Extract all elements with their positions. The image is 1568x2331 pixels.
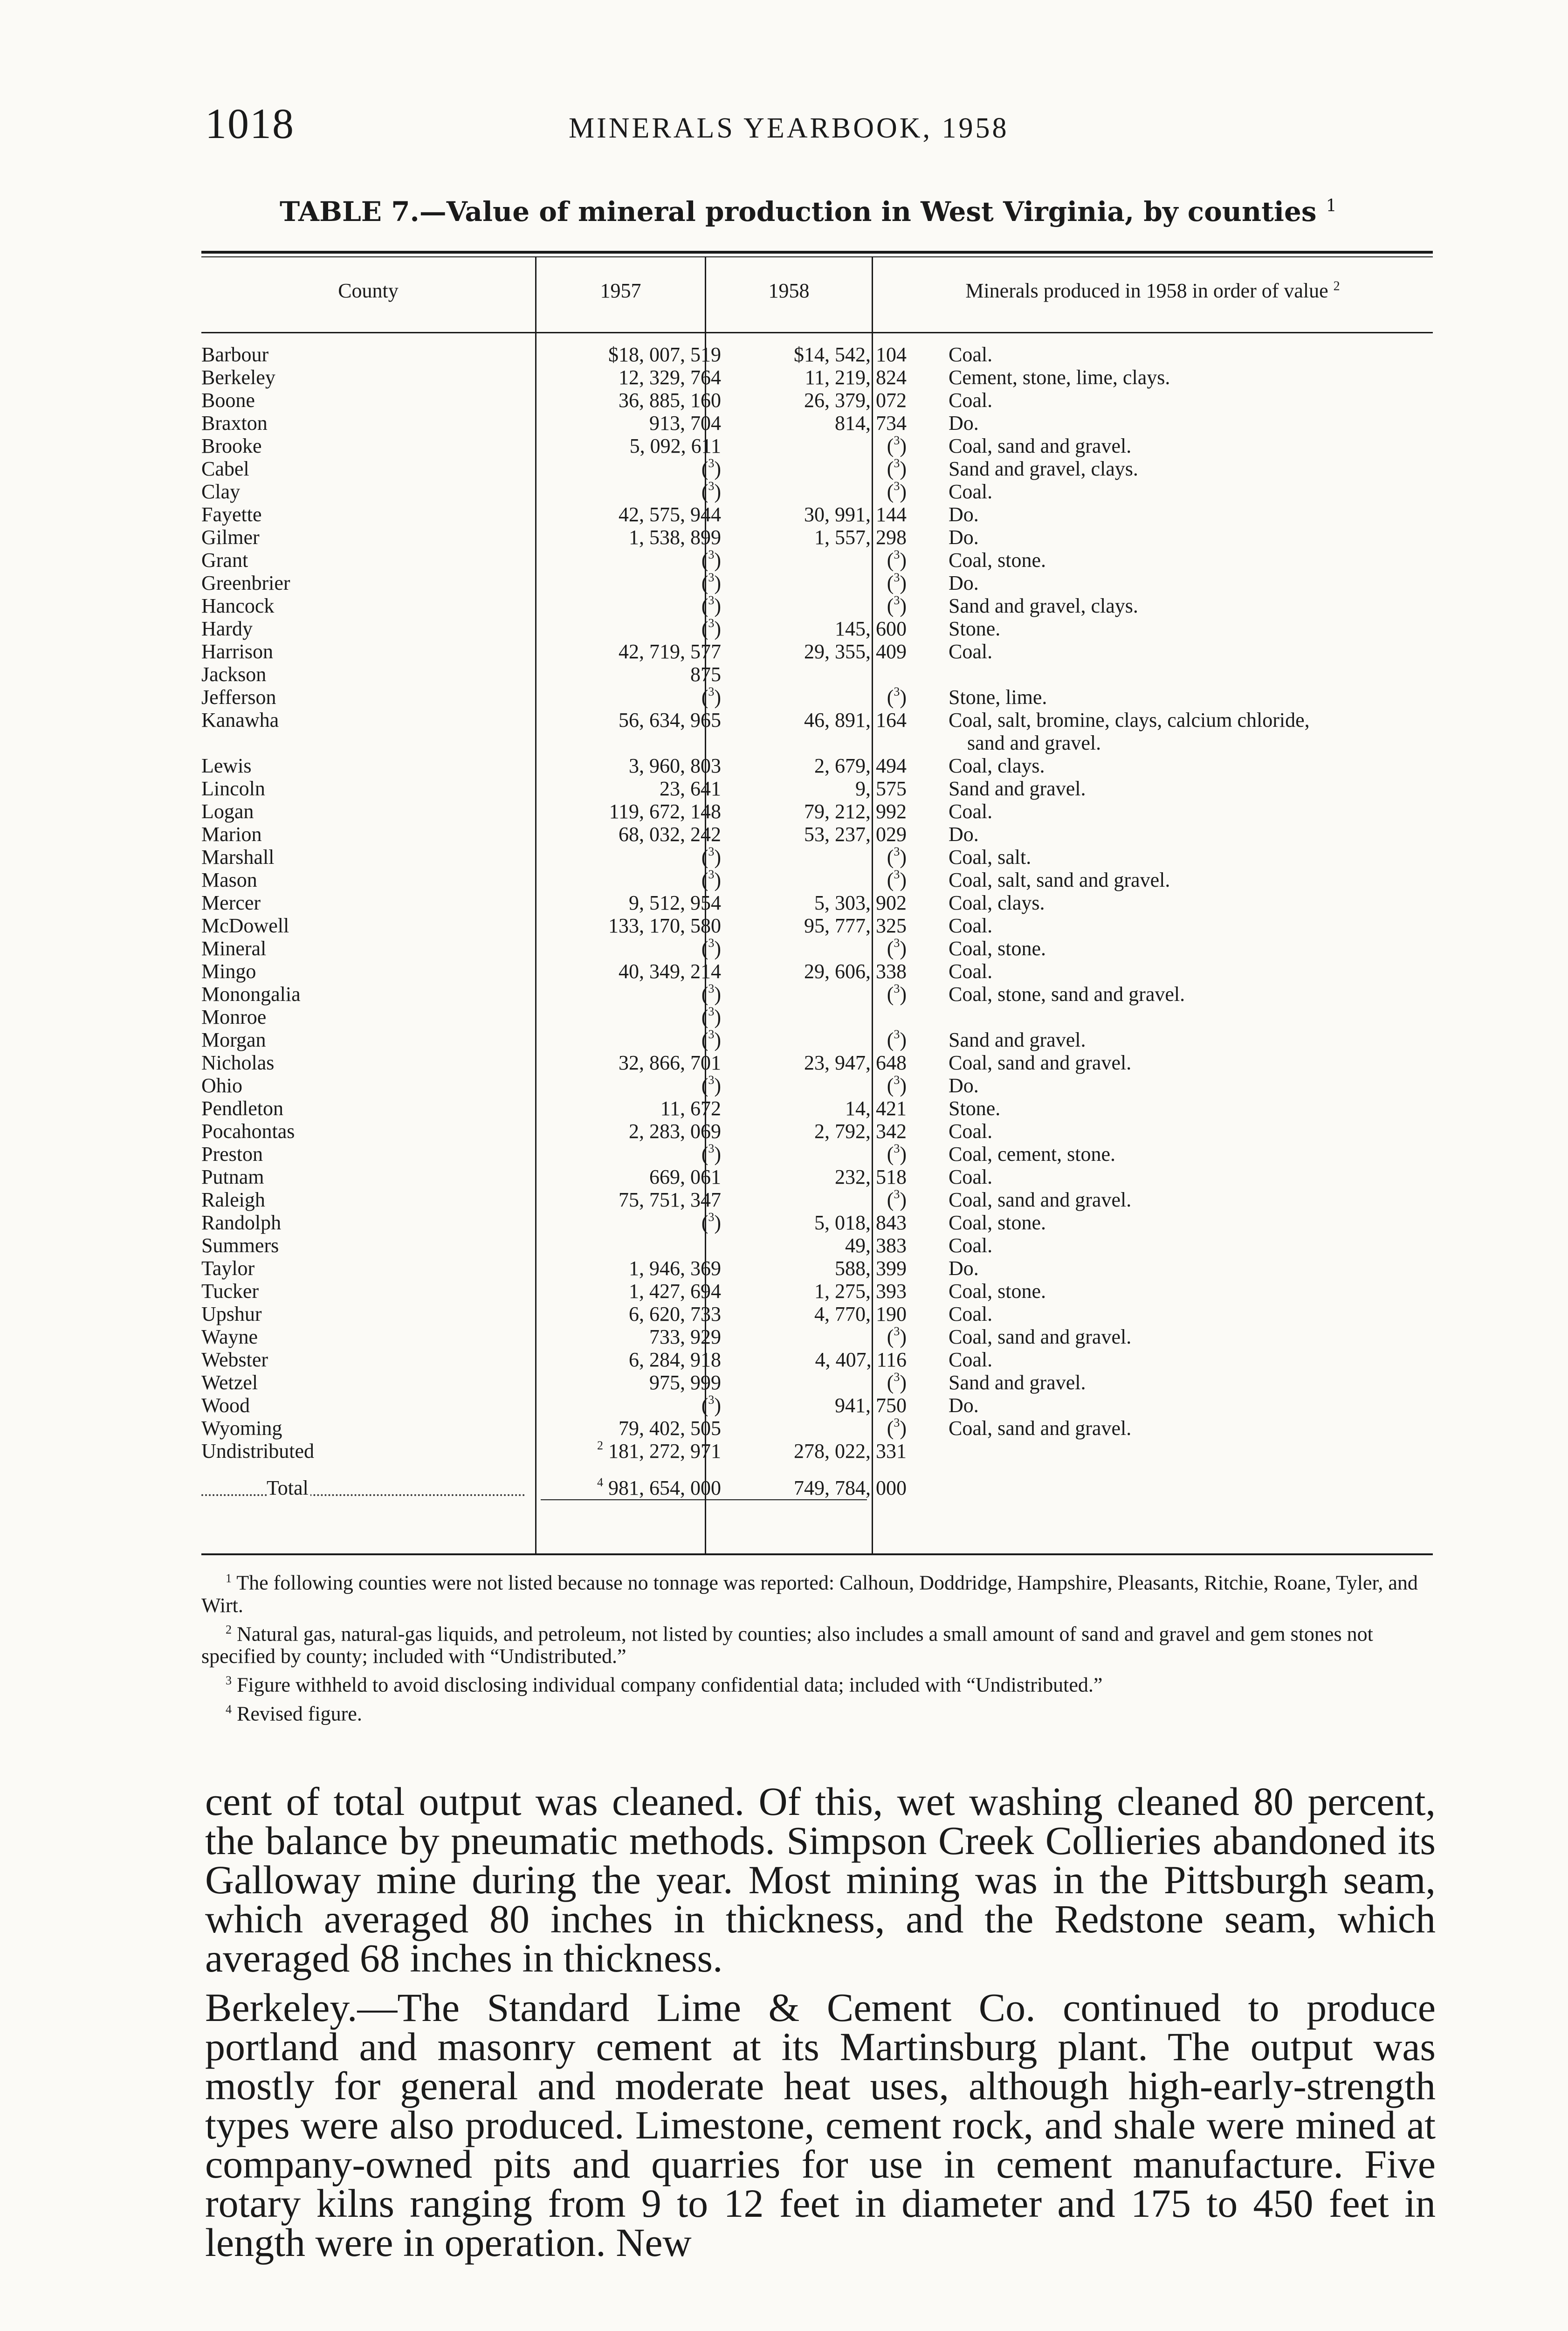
table-row — [201, 1325, 1310, 1348]
table-row — [201, 686, 1310, 709]
table-row — [201, 777, 1310, 800]
value-1958: 588, 399 — [835, 1257, 907, 1280]
value-1958: ($^3$) — [887, 982, 907, 1006]
minerals-produced: Coal, cement, stone. — [949, 1143, 1116, 1166]
minerals-produced — [925, 1006, 1310, 1028]
minerals-produced: Coal, salt, bromine, clays, calcium chloride, sand and gravel. — [949, 709, 1310, 754]
minerals-produced: Sand and gravel, clays. — [949, 457, 1138, 480]
county-name: Preston — [201, 1143, 532, 1166]
production-table — [201, 343, 1310, 1499]
county-name: Webster — [201, 1348, 532, 1371]
paragraph-berkeley: Berkeley.—The Standard Lime & Cement Co. continued to produce portland and masonry cement at its Martinsburg plant. The output was mostly for general and moderate heat uses, although high-early-strength types were also produced. Limestone, cement rock, and shale were mined at company-owned pits and quarries for use in cement manufacture. Five rotary kilns ranging from 9 to 12 feet in diameter and 175 to 450 feet in length were in operation. New — [205, 1985, 1436, 2265]
value-1957: ($^3$) — [701, 593, 721, 617]
value-1957: 1, 538, 899 — [629, 526, 721, 549]
value-1958: 2, 792, 342 — [814, 1120, 907, 1143]
minerals-produced: Do. — [949, 572, 979, 594]
minerals-produced: Stone, lime. — [949, 686, 1047, 709]
minerals-produced: Coal. — [949, 480, 993, 503]
value-1958: 2, 679, 494 — [814, 754, 907, 777]
minerals-produced: Coal. — [949, 1234, 993, 1257]
value-1958: ($^3$) — [887, 1142, 907, 1166]
minerals-produced: Coal, stone. — [949, 937, 1046, 960]
county-name: Mingo — [201, 960, 532, 983]
minerals-produced: Cement, stone, lime, clays. — [949, 366, 1170, 389]
value-1958: ($^3$) — [887, 434, 907, 457]
minerals-produced: Coal, sand and gravel. — [949, 1417, 1132, 1440]
header-1958: 1958 — [768, 279, 810, 302]
title-footnote-ref: 1 — [1326, 196, 1337, 216]
table-row — [201, 891, 1310, 914]
county-name: Berkeley — [201, 366, 532, 389]
value-1958: 145, 600 — [835, 617, 907, 640]
minerals-produced: Coal, stone, sand and gravel. — [949, 983, 1185, 1006]
county-name: Braxton — [201, 412, 532, 434]
minerals-produced: Coal. — [949, 343, 993, 366]
table-row — [201, 1280, 1310, 1303]
value-1957: 119, 672, 148 — [609, 800, 721, 823]
minerals-produced: Coal. — [949, 800, 993, 823]
minerals-produced: Coal, stone. — [949, 1280, 1046, 1303]
county-name: Morgan — [201, 1028, 532, 1051]
table-row — [201, 1097, 1310, 1120]
value-1958: 4, 770, 190 — [814, 1303, 907, 1325]
county-name: Hancock — [201, 594, 532, 617]
value-1958: 95, 777, 325 — [804, 914, 907, 937]
table-row — [201, 617, 1310, 640]
county-name: Randolph — [201, 1211, 532, 1234]
value-1958: 814, 734 — [835, 412, 907, 434]
value-1958: 5, 018, 843 — [814, 1211, 907, 1234]
value-1957: ($^3$) — [701, 1073, 721, 1097]
value-1958 — [741, 663, 925, 686]
value-1957: ($^3$) — [701, 616, 721, 640]
minerals-produced: Coal, sand and gravel. — [949, 1325, 1132, 1348]
minerals-produced: Sand and gravel. — [949, 1028, 1086, 1051]
value-1958: ($^3$) — [887, 1028, 907, 1051]
value-1957: 12, 329, 764 — [619, 366, 721, 389]
total-1957: $^4$ 981, 654, 000 — [597, 1476, 721, 1499]
table-row — [201, 663, 1310, 686]
header-minerals: Minerals produced in 1958 in order of value $^2$ — [965, 279, 1340, 302]
county-name: Pocahontas — [201, 1120, 532, 1143]
value-1957: 75, 751, 347 — [619, 1188, 721, 1211]
county-name: Lincoln — [201, 777, 532, 800]
table-row — [201, 1348, 1310, 1371]
minerals-produced: Coal. — [949, 1303, 993, 1325]
value-1958: 49, 383 — [845, 1234, 907, 1257]
table-row — [201, 480, 1310, 503]
value-1957 — [532, 1234, 741, 1257]
value-1958: 1, 275, 393 — [814, 1280, 907, 1303]
value-1958: 29, 355, 409 — [804, 640, 907, 663]
value-1958: 23, 947, 648 — [804, 1051, 907, 1074]
value-1958: 79, 212, 992 — [804, 800, 907, 823]
table-row — [201, 572, 1310, 594]
table-row — [201, 1303, 1310, 1325]
table-row — [201, 983, 1310, 1006]
value-1958: ($^3$) — [887, 685, 907, 709]
value-1957: ($^3$) — [701, 479, 721, 503]
county-name: Cabel — [201, 457, 532, 480]
page-number: 1018 — [205, 100, 295, 147]
value-1957: 11, 672 — [660, 1097, 721, 1120]
table-row — [201, 549, 1310, 572]
value-1957: 36, 885, 160 — [619, 389, 721, 412]
value-1957: ($^3$) — [701, 936, 721, 960]
minerals-produced: Sand and gravel, clays. — [949, 594, 1138, 617]
table-title: TABLE 7.—Value of mineral production in West Virginia, by counties $^1$ — [280, 196, 1337, 228]
value-1958: 9, 575 — [855, 777, 907, 800]
table-row — [201, 412, 1310, 434]
table-row — [201, 640, 1310, 663]
footnote-1: $^1$ The following counties were not listed because no tonnage was reported: Calhoun, Doddridge, Hampshire, Pleasants, Ritchie, Roane, Tyler, and Wirt. — [201, 1571, 1418, 1617]
minerals-produced: Coal, salt. — [949, 846, 1032, 869]
county-name: Tucker — [201, 1280, 532, 1303]
county-name: Mason — [201, 869, 532, 891]
value-1958: ($^3$) — [887, 548, 907, 572]
table-row — [201, 1371, 1310, 1394]
county-name: Taylor — [201, 1257, 532, 1280]
county-name: Wetzel — [201, 1371, 532, 1394]
table-row — [201, 1188, 1310, 1211]
county-name: Wyoming — [201, 1417, 532, 1440]
running-head — [205, 99, 1426, 164]
value-1958: ($^3$) — [887, 593, 907, 617]
value-1958: 30, 991, 144 — [804, 503, 907, 526]
minerals-produced: Coal. — [949, 1348, 993, 1371]
value-1957: ($^3$) — [701, 1210, 721, 1234]
header-county: County — [338, 279, 399, 302]
county-name: Monroe — [201, 1006, 532, 1028]
table-bottom-rule — [201, 1553, 1433, 1555]
value-1958: ($^3$) — [887, 479, 907, 503]
value-1957: 1, 946, 369 — [629, 1257, 721, 1280]
table-row — [201, 389, 1310, 412]
minerals-produced: Coal. — [949, 1120, 993, 1143]
table-row — [201, 937, 1310, 960]
county-name: Greenbrier — [201, 572, 532, 594]
table-row — [201, 594, 1310, 617]
minerals-produced: Do. — [949, 503, 979, 526]
minerals-produced: Coal. — [949, 640, 993, 663]
minerals-produced: Coal. — [949, 389, 993, 412]
table-row — [201, 1166, 1310, 1188]
value-1957: 1, 427, 694 — [629, 1280, 721, 1303]
value-1957: 23, 641 — [660, 777, 721, 800]
value-1957: $^2$ 181, 272, 971 — [597, 1439, 721, 1462]
table-row — [201, 1234, 1310, 1257]
minerals-produced: Coal, sand and gravel. — [949, 1188, 1132, 1211]
value-1958: 1, 557, 298 — [814, 526, 907, 549]
county-name: Wayne — [201, 1325, 532, 1348]
county-name: Kanawha — [201, 709, 532, 754]
county-name: Fayette — [201, 503, 532, 526]
footnote-3: $^3$ Figure withheld to avoid disclosing individual company confidential data; included with “Undistributed.” — [226, 1673, 1103, 1697]
value-1958: 232, 518 — [835, 1166, 907, 1188]
table-row — [201, 1006, 1310, 1028]
table-row — [201, 1440, 1310, 1462]
table-row — [201, 1143, 1310, 1166]
value-1957: ($^3$) — [701, 456, 721, 480]
value-1957: ($^3$) — [701, 685, 721, 709]
running-title: MINERALS YEARBOOK, 1958 — [569, 112, 1009, 144]
value-1958: 14, 421 — [845, 1097, 907, 1120]
value-1957: 913, 704 — [649, 412, 721, 434]
value-1957: 875 — [690, 663, 721, 686]
footnotes — [201, 1567, 1441, 1727]
county-name: Hardy — [201, 617, 532, 640]
county-name: Undistributed — [201, 1440, 532, 1462]
header-1957: 1957 — [600, 279, 641, 302]
county-name: Marshall — [201, 846, 532, 869]
value-1958: 53, 237, 029 — [804, 823, 907, 846]
minerals-produced — [925, 663, 1310, 686]
table-row — [201, 1394, 1310, 1417]
value-1958: ($^3$) — [887, 868, 907, 891]
table-row — [201, 343, 1310, 366]
table-row — [201, 434, 1310, 457]
value-1957: 6, 284, 918 — [629, 1348, 721, 1371]
value-1958: ($^3$) — [887, 571, 907, 594]
value-1958: ($^3$) — [887, 1187, 907, 1211]
value-1958: ($^3$) — [887, 1073, 907, 1097]
value-1957: 6, 620, 733 — [629, 1303, 721, 1325]
value-1957: $18, 007, 519 — [608, 343, 721, 366]
county-name: Upshur — [201, 1303, 532, 1325]
value-1958: 941, 750 — [835, 1394, 907, 1417]
value-1958 — [741, 1006, 925, 1028]
total-sum-rule — [541, 1499, 867, 1500]
county-name: Grant — [201, 549, 532, 572]
value-1957: 733, 929 — [649, 1325, 721, 1348]
minerals-produced: Stone. — [949, 1097, 1001, 1120]
county-name: Harrison — [201, 640, 532, 663]
table-top-rule — [201, 251, 1433, 254]
county-name: Summers — [201, 1234, 532, 1257]
county-name: Jefferson — [201, 686, 532, 709]
county-name: Monongalia — [201, 983, 532, 1006]
county-name: Raleigh — [201, 1188, 532, 1211]
header-bottom-rule — [201, 332, 1433, 333]
table-row — [201, 1074, 1310, 1097]
county-name: Clay — [201, 480, 532, 503]
table-row — [201, 1417, 1310, 1440]
county-name: Wood — [201, 1394, 532, 1417]
paragraph-continued: cent of total output was cleaned. Of this, wet washing cleaned 80 percent, the balance by pneumatic methods. Simpson Creek Collieries abandoned its Galloway mine during the year. Most mining was in the Pittsburgh seam, which averaged 80 inches in thickness, and the Redstone seam, which averaged 68 inches in thickness. — [205, 1779, 1436, 1980]
value-1957: 9, 512, 954 — [629, 891, 721, 914]
value-1957: ($^3$) — [701, 1028, 721, 1051]
value-1957: 133, 170, 580 — [608, 914, 721, 937]
minerals-produced: Coal. — [949, 960, 993, 983]
table-row — [201, 503, 1310, 526]
value-1958: 278, 022, 331 — [794, 1440, 907, 1462]
minerals-produced: Do. — [949, 1074, 979, 1097]
minerals-produced: Sand and gravel. — [949, 1371, 1086, 1394]
value-1957: 56, 634, 965 — [619, 709, 721, 731]
minerals-produced: Do. — [949, 526, 979, 549]
county-name: Ohio — [201, 1074, 532, 1097]
value-1958: 11, 219, 824 — [805, 366, 907, 389]
county-name: Jackson — [201, 663, 532, 686]
minerals-produced — [925, 1440, 1310, 1462]
value-1957: 40, 349, 214 — [619, 960, 721, 983]
total-label: Total — [201, 1462, 532, 1499]
value-1957: 5, 092, 611 — [629, 434, 721, 457]
county-name: Brooke — [201, 434, 532, 457]
value-1957: ($^3$) — [701, 1005, 721, 1028]
county-name: Mercer — [201, 891, 532, 914]
value-1958: $14, 542, 104 — [794, 343, 907, 366]
minerals-produced: Coal, sand and gravel. — [949, 1051, 1132, 1074]
value-1958: 29, 606, 338 — [804, 960, 907, 983]
table-row — [201, 1211, 1310, 1234]
value-1958: ($^3$) — [887, 845, 907, 869]
value-1957: ($^3$) — [701, 868, 721, 891]
table-row — [201, 800, 1310, 823]
value-1958: ($^3$) — [887, 1324, 907, 1348]
table-row — [201, 709, 1310, 754]
county-name: Gilmer — [201, 526, 532, 549]
minerals-produced: Coal, stone. — [949, 1211, 1046, 1234]
value-1957: 42, 719, 577 — [619, 640, 721, 663]
value-1958: ($^3$) — [887, 1416, 907, 1440]
county-name: Barbour — [201, 343, 532, 366]
minerals-produced: Coal, sand and gravel. — [949, 434, 1132, 457]
county-name: Boone — [201, 389, 532, 412]
value-1957: 975, 999 — [649, 1371, 721, 1394]
table-row — [201, 1257, 1310, 1280]
value-1957: ($^3$) — [701, 571, 721, 594]
value-1957: 68, 032, 242 — [619, 823, 721, 846]
county-name: Pendleton — [201, 1097, 532, 1120]
value-1958: 46, 891, 164 — [804, 709, 907, 731]
body-text — [205, 1779, 1436, 2272]
county-name: Nicholas — [201, 1051, 532, 1074]
footnote-2: $^2$ Natural gas, natural-gas liquids, and petroleum, not listed by counties; also includes a small amount of sand and gravel and gem stones not specified by county; included with “Undistributed.” — [201, 1622, 1373, 1668]
value-1957: 3, 960, 803 — [629, 754, 721, 777]
minerals-produced: Coal, salt, sand and gravel. — [949, 869, 1170, 891]
table-row — [201, 869, 1310, 891]
minerals-continuation: sand and gravel. — [967, 731, 1101, 754]
value-1958: ($^3$) — [887, 936, 907, 960]
table-row — [201, 846, 1310, 869]
minerals-produced: Coal, clays. — [949, 754, 1045, 777]
county-name: Logan — [201, 800, 532, 823]
value-1958: 5, 303, 902 — [814, 891, 907, 914]
minerals-produced: Do. — [949, 1257, 979, 1280]
table-row — [201, 1051, 1310, 1074]
minerals-produced: Stone. — [949, 617, 1001, 640]
minerals-produced: Sand and gravel. — [949, 777, 1086, 800]
value-1957: 2, 283, 069 — [629, 1120, 721, 1143]
footnote-4: $^4$ Revised figure. — [226, 1702, 362, 1725]
county-name: Putnam — [201, 1166, 532, 1188]
minerals-produced: Coal. — [949, 914, 993, 937]
minerals-produced: Coal, clays. — [949, 891, 1045, 914]
minerals-produced: Coal. — [949, 1166, 993, 1188]
value-1958: 26, 379, 072 — [804, 389, 907, 412]
total-row — [201, 1462, 1310, 1499]
minerals-produced: Coal, stone. — [949, 549, 1046, 572]
value-1957: ($^3$) — [701, 845, 721, 869]
table-row — [201, 1120, 1310, 1143]
table-row — [201, 457, 1310, 480]
value-1957: ($^3$) — [701, 1142, 721, 1166]
minerals-produced: Do. — [949, 412, 979, 434]
value-1958: ($^3$) — [887, 456, 907, 480]
value-1958: ($^3$) — [887, 1370, 907, 1394]
table-top-rule-thin — [201, 256, 1433, 257]
total-1958: 749, 784, 000 — [794, 1476, 907, 1499]
county-name: Mineral — [201, 937, 532, 960]
value-1958: 4, 407, 116 — [815, 1348, 907, 1371]
table-row — [201, 1028, 1310, 1051]
table-row — [201, 366, 1310, 389]
table-row — [201, 823, 1310, 846]
value-1957: 32, 866, 701 — [619, 1051, 721, 1074]
county-name: Lewis — [201, 754, 532, 777]
table-row — [201, 526, 1310, 549]
table-row — [201, 914, 1310, 937]
table-row — [201, 960, 1310, 983]
table-row — [201, 754, 1310, 777]
value-1957: 79, 402, 505 — [619, 1417, 721, 1440]
value-1957: ($^3$) — [701, 982, 721, 1006]
county-name: Marion — [201, 823, 532, 846]
minerals-produced: Do. — [949, 1394, 979, 1417]
value-1957: ($^3$) — [701, 548, 721, 572]
minerals-produced: Do. — [949, 823, 979, 846]
county-name: McDowell — [201, 914, 532, 937]
value-1957: 669, 061 — [649, 1166, 721, 1188]
value-1957: 42, 575, 944 — [619, 503, 721, 526]
value-1957: ($^3$) — [701, 1393, 721, 1417]
